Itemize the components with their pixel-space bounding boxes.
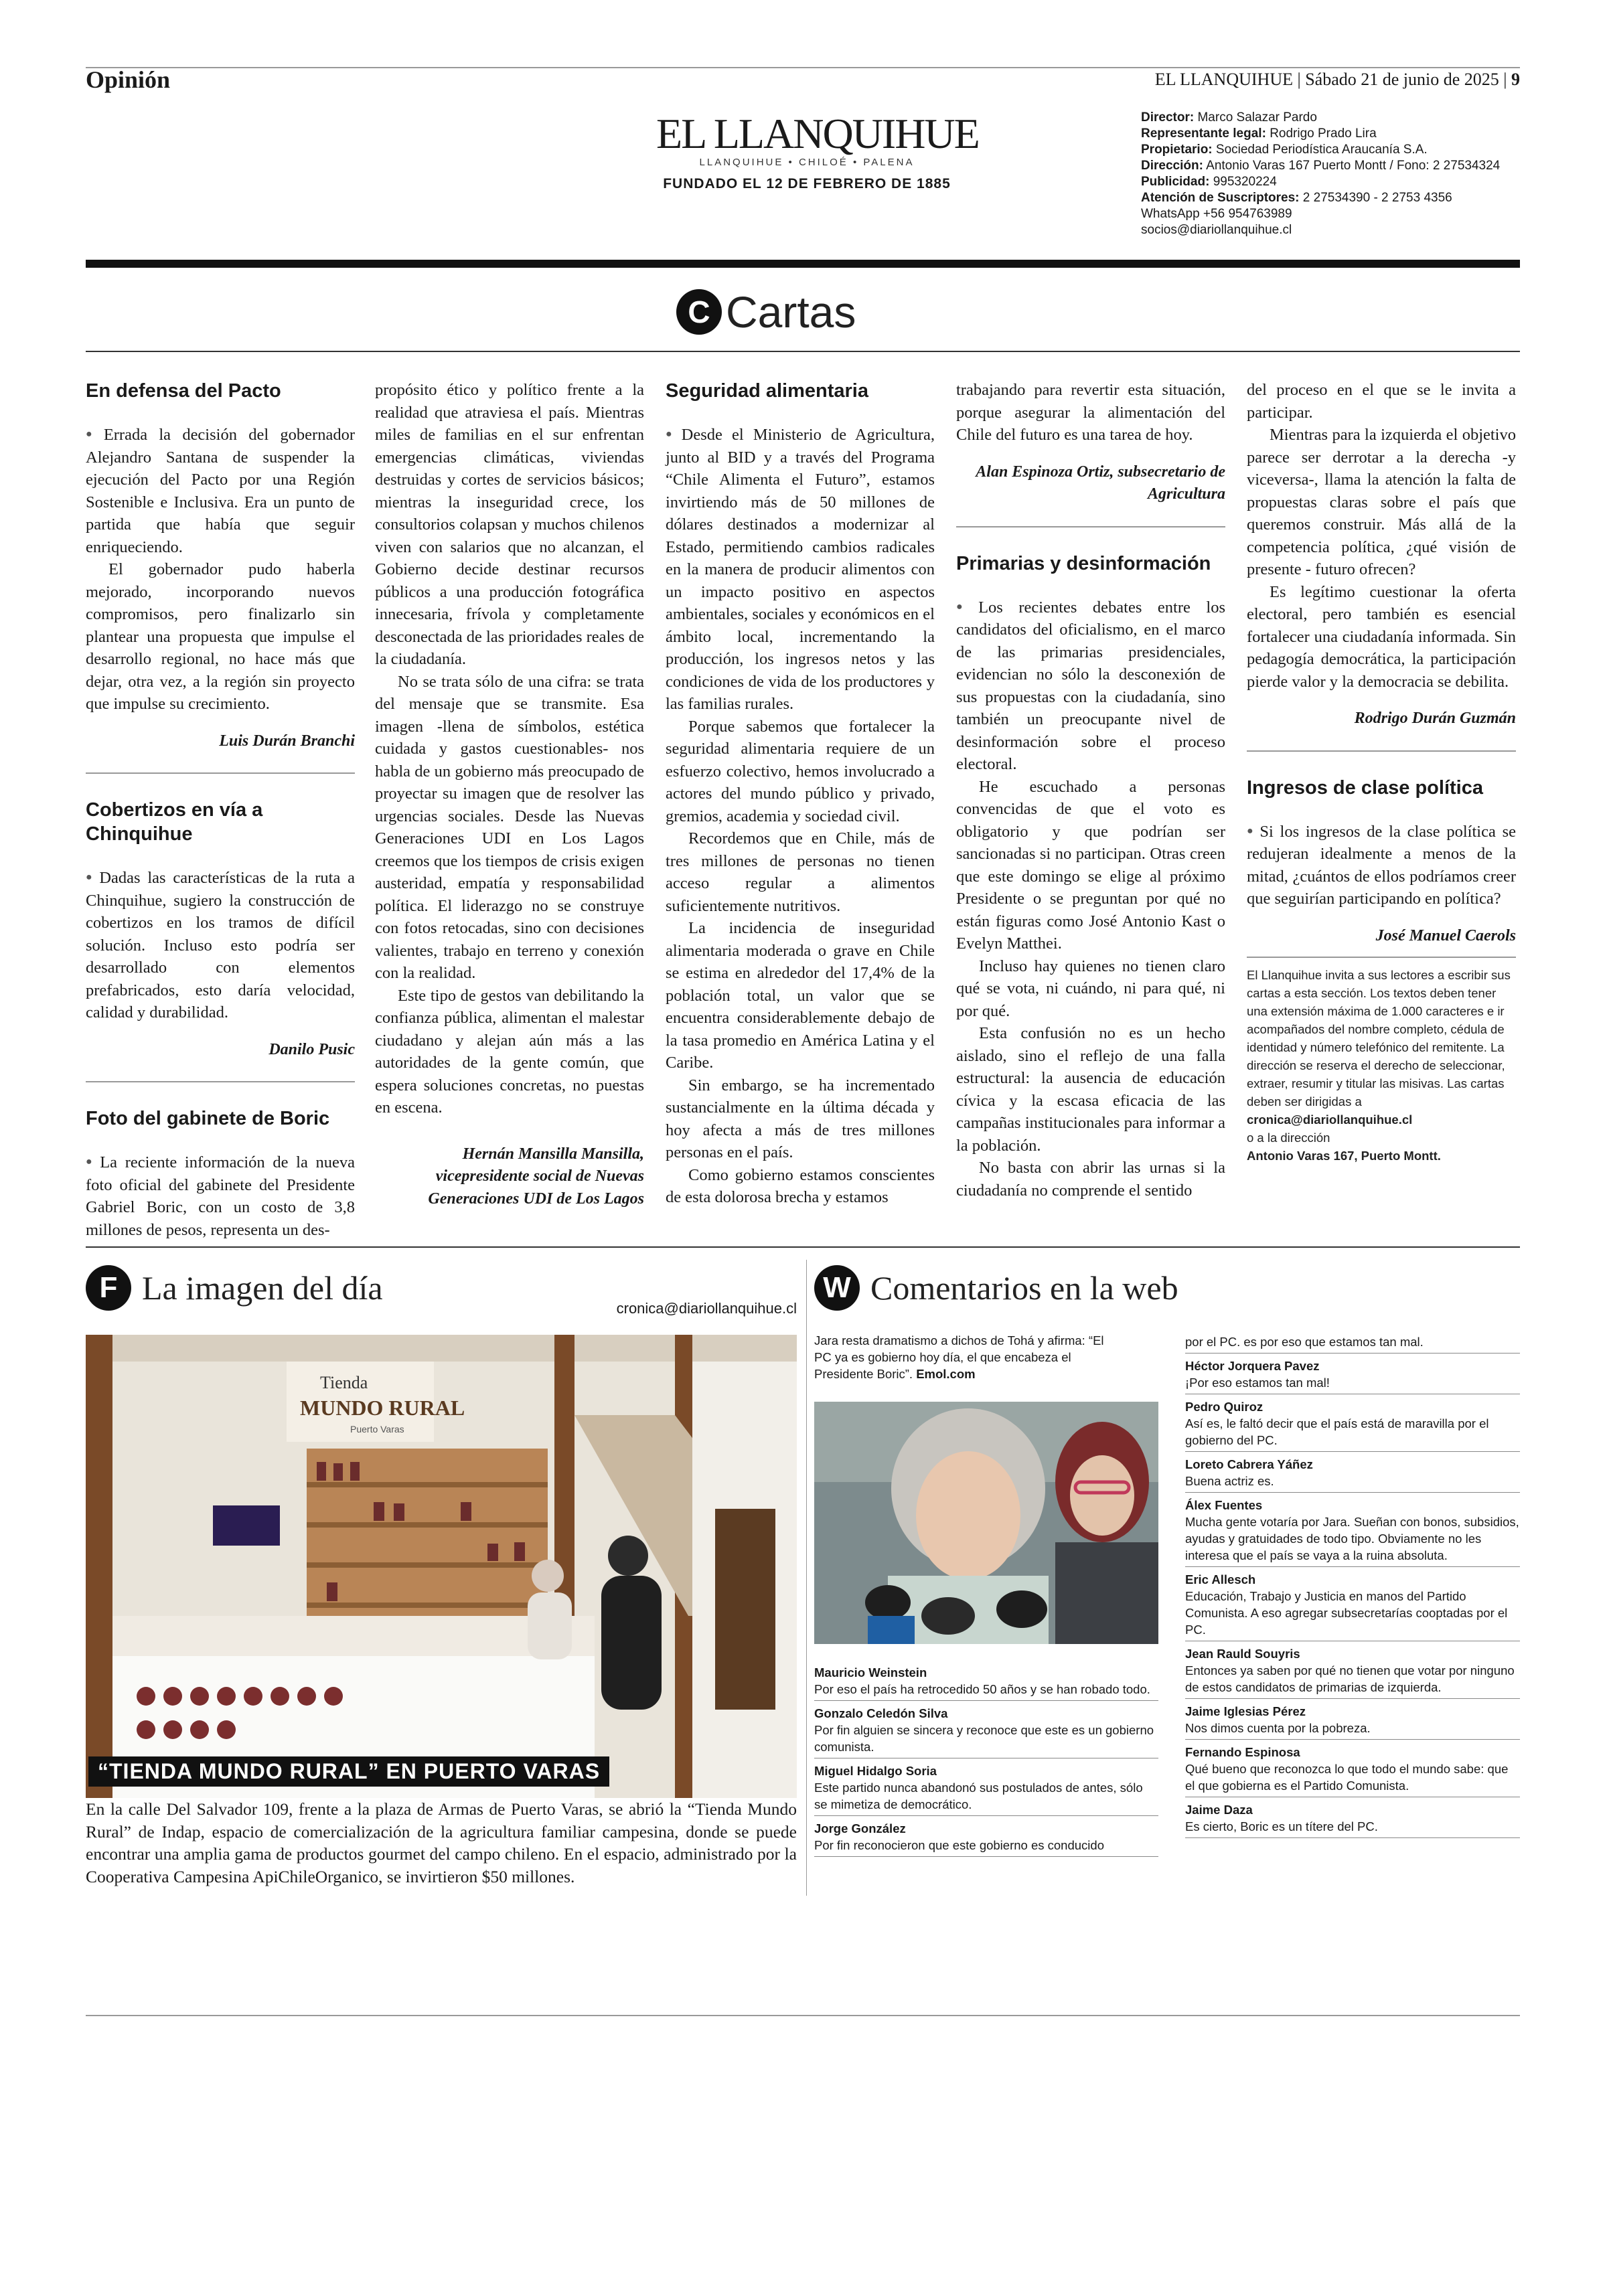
letter-body: ● Si los ingresos de la clase política se redujeran idealmente a menos de la mitad, ¿cuántos de ellos podríamos creer que seguirían participando en política?: [1247, 820, 1516, 910]
imagen-title: La imagen del día: [142, 1269, 383, 1307]
store-illustration: [86, 1335, 797, 1798]
photo-caption: En la calle Del Salvador 109, frente a la plaza de Armas de Puerto Varas, se abrió la “Tienda Mundo Rural” de Indap, espacio de comercialización de la agricultura familiar campesina, donde se puede encontrar una amplia gama de productos gourmet del campo chileno. En el espacio, administrado por la Cooperativa Campesina ApiChileOrganico, se invirtieron $50 millones.: [86, 1799, 797, 1886]
intro-source[interactable]: Emol.com: [916, 1367, 976, 1381]
top-rule: [86, 67, 1520, 68]
cartas-title: Cartas: [726, 287, 856, 337]
masthead-founded: FUNDADO EL 12 DE FEBRERO DE 1885: [663, 176, 951, 191]
comment-text: Buena actriz es.: [1185, 1474, 1274, 1488]
letter-body: ● Errada la decisión del gobernador Alejandro Santana de suspender la ejecución del Pacto por una Región Sostenible e Inclusiva. Era un punto de partida que había que seguir enriqueciendo.: [86, 423, 355, 558]
comment-text: Educación, Trabajo y Justicia en manos del Partido Comunista. A eso agregar subsecretarías cooptadas por el PC.: [1185, 1589, 1508, 1637]
comment-text: Mucha gente votaría por Jara. Sueñan con bonos, subsidios, ayudas y gratuidades de todo tipo. Obviamente no les interesa que el país se vaya a la ruina absoluta.: [1185, 1515, 1519, 1562]
letter-title: Ingresos de clase política: [1247, 776, 1483, 799]
imagen-email[interactable]: cronica@diariollanquihue.cl: [616, 1300, 797, 1317]
staff-email[interactable]: socios@diariollanquihue.cl: [1141, 223, 1292, 237]
comment-item: [1185, 1645, 1520, 1699]
staff-box: [1141, 110, 1516, 238]
comment-author: Loreto Cabrera Yáñez: [1185, 1457, 1313, 1471]
cartas-column-1: [86, 379, 355, 1241]
staff-line: Propietario: Sociedad Periodística Araucanía S.A.: [1141, 143, 1428, 157]
comment-author: Héctor Jorquera Pavez: [1185, 1359, 1320, 1373]
letter-body: No basta con abrir las urnas si la ciudadanía no comprende el sentido: [956, 1159, 1225, 1200]
letter-divider: [1247, 957, 1516, 958]
letter-body: ● Desde el Ministerio de Agricultura, junto al BID y a través del Programa “Chile Alimenta el Futuro”, estamos invirtiendo más de 50 millones de dólares destinados a modernizar al Estado, permitiendo cambios radicales en la manera de producir alimentos con un impacto positivo en aspectos ambientales, sociales y económicos en el ámbito local, incrementando la producción, los ingresos netos y las condiciones de vida de los productores y las familias rurales.: [666, 423, 935, 716]
comment-text: Nos dimos cuenta por la pobreza.: [1185, 1721, 1371, 1735]
letter-body: El gobernador pudo haberla mejorado, incorporando nuevos compromisos, pero finalizarlo sin plantear una propuesta que impulse el desarrollo regional, no hace más que dejar, otra vez, a la región sin proyecto que impulse su crecimiento.: [86, 560, 355, 713]
cartas-badge: C: [676, 289, 722, 335]
comment-item: [1185, 1744, 1520, 1797]
comment-author: Miguel Hidalgo Soria: [814, 1764, 937, 1778]
letter-title: Cobertizos en vía a Chinquihue: [86, 799, 263, 845]
comment-author: Fernando Espinosa: [1185, 1745, 1300, 1759]
letter-body: Es legítimo cuestionar la oferta electoral, pero también es esencial fortalecer una ciudadanía informada. Sin pedagogía democrática, la participación pierde valor y la democracia se debilita.: [1247, 582, 1516, 691]
comment-item: [814, 1705, 1158, 1758]
letter-title: Primarias y desinformación: [956, 552, 1211, 574]
store-photo: [86, 1335, 797, 1798]
comment-text: Es cierto, Boric es un títere del PC.: [1185, 1819, 1378, 1833]
letter-body: Recordemos que en Chile, más de tres millones de personas no tienen acceso regular a alimentos suficientemente nutritivos.: [666, 829, 935, 915]
comment-text: Así es, le faltó decir que el país está de maravilla por el gobierno del PC.: [1185, 1416, 1489, 1447]
comment-item: [1185, 1571, 1520, 1641]
cartas-column-4: [956, 379, 1225, 1202]
comment-author: Pedro Quiroz: [1185, 1400, 1264, 1414]
comment-item: [1185, 1456, 1520, 1493]
letter-body: ● La reciente información de la nueva foto oficial del gabinete del Presidente Gabriel Boric, con un costo de 3,8 millones de pesos, representa un des-: [86, 1151, 355, 1241]
comment-author: Jorge González: [814, 1821, 906, 1835]
cartas-rule: [86, 351, 1520, 352]
letter-body: del proceso en el que se le invita a participar.: [1247, 381, 1516, 422]
letter-signature: Rodrigo Durán Guzmán: [1354, 710, 1516, 727]
letter-signature: Luis Durán Branchi: [219, 732, 355, 750]
cartas-column-3: [666, 379, 935, 1209]
letter-divider: [1247, 750, 1516, 752]
sign-main: MUNDO RURAL: [300, 1396, 465, 1420]
comment-item: [814, 1820, 1158, 1857]
letter-signature: Alan Espinoza Ortiz, subsecretario de Agricultura: [976, 463, 1225, 503]
comment-text: ¡Por eso estamos tan mal!: [1185, 1376, 1330, 1390]
submission-email[interactable]: cronica@diariollanquihue.cl: [1247, 1113, 1413, 1127]
letter-title: En defensa del Pacto: [86, 380, 281, 402]
comment-author: Gonzalo Celedón Silva: [814, 1706, 948, 1720]
issue-line: EL LLANQUIHUE | Sábado 21 de junio de 2025 | 9: [1154, 70, 1520, 89]
staff-line: Publicidad: 995320224: [1141, 175, 1277, 189]
masthead-title: EL LLANQUIHUE: [656, 110, 979, 157]
comentarios-badge: W: [814, 1265, 860, 1311]
cartas-column-2: [375, 379, 644, 1210]
issue-date: Sábado 21 de junio de 2025: [1305, 70, 1499, 89]
comment-text: Por fin alguien se sincera y reconoce que este es un gobierno comunista.: [814, 1723, 1154, 1754]
comments-right: [1185, 1333, 1520, 1842]
letter-signature: José Manuel Caerols: [1375, 926, 1516, 945]
comment-text: Este partido nunca abandonó sus postulados de antes, sólo se mimetiza de democrático.: [814, 1781, 1143, 1811]
letter-body: Sin embargo, se ha incrementado sustancialmente en la última década y hoy afecta a más de tres millones personas en el país.: [666, 1076, 935, 1161]
comment-author: Jaime Daza: [1185, 1803, 1253, 1817]
comment-continuation: por el PC. es por eso que estamos tan mal.: [1185, 1333, 1520, 1354]
comment-item: [1185, 1497, 1520, 1567]
letter-body: He escuchado a personas convencidas de que el voto es obligatorio y que podrían ser sancionadas si no participan. Otras creen que este domingo se elige al próximo Presidente o se preguntan por qué no están figuras como José Antonio Kast o Evelyn Matthei.: [956, 777, 1225, 953]
comment-item: [1185, 1801, 1520, 1838]
letter-divider: [956, 526, 1225, 527]
comment-item: [1185, 1358, 1520, 1394]
imagen-header: [86, 1265, 383, 1311]
staff-line: Atención de Suscriptores: 2 27534390 - 2 2753 4356: [1141, 191, 1452, 205]
comment-text: Por fin reconocieron que este gobierno es conducido: [814, 1838, 1104, 1852]
sign-top: Tienda: [320, 1373, 368, 1392]
comment-text: Entonces ya saben por qué no tienen que votar por ninguno de estos candidatos de primarias de izquierda.: [1185, 1663, 1515, 1694]
staff-line: WhatsApp +56 954763989: [1141, 207, 1292, 221]
letter-signature: Danilo Pusic: [269, 1040, 355, 1058]
letter-body: No se trata sólo de una cifra: se trata del mensaje que se transmite. Esa imagen -llena de símbolos, estética cuidada y gastos cuestionables- nos habla de un gobierno más preocupado de proyectar su imagen que de resolver las urgencias sociales. Desde las Nuevas Generaciones UDI en Los Lagos creemos que los tiempos de crisis exigen austeridad, empatía y responsabilidad política. El liderazgo no se construye con fotos retocadas, sino con decisiones valientes, trabajo en terreno y conexión con la realidad.: [375, 672, 644, 982]
page-number: 9: [1511, 70, 1520, 89]
cartas-header: [676, 286, 856, 337]
letter-body: trabajando para revertir esta situación, porque asegurar la alimentación del Chile del futuro es una tarea de hoy.: [956, 381, 1225, 444]
staff-line: Director: Marco Salazar Pardo: [1141, 110, 1317, 125]
section-rule: [86, 1246, 1520, 1248]
comentarios-header: [814, 1265, 1178, 1311]
letter-title: Foto del gabinete de Boric: [86, 1108, 330, 1129]
comment-author: Eric Allesch: [1185, 1572, 1256, 1586]
masthead-subtitle: LLANQUIHUE • CHILOÉ • PALENA: [699, 157, 915, 168]
sign-sub: Puerto Varas: [350, 1424, 404, 1434]
bottom-rule: [86, 2015, 1520, 2016]
letter-signature: Hernán Mansilla Mansilla, vicepresidente social de Nuevas Generaciones UDI de Los Lagos: [428, 1145, 644, 1208]
comment-item: [814, 1664, 1158, 1701]
masthead: [656, 110, 979, 192]
press-photo: [814, 1402, 1158, 1644]
photo-banner: “TIENDA MUNDO RURAL” EN PUERTO VARAS: [88, 1756, 609, 1787]
comment-author: Jaime Iglesias Pérez: [1185, 1704, 1306, 1718]
letter-body: propósito ético y político frente a la realidad que atraviesa el país. Mientras miles de familias en el sur enfrentan emergencias climáticas, viviendas destruidas y cortes de servicios básicos; mientras la inseguridad crece, los consultorios colapsan y muchos chilenos viven con salarios que no alcanzan, el Gobierno decide destinar recursos públicos a una producción fotográfica innecesaria, frívola y completamente desconectada de las prioridades reales de la ciudadanía.: [375, 381, 645, 668]
letter-body: Mientras para la izquierda el objetivo parece ser derrotar a la derecha -y viceversa-, llama la atención la falta de propuestas claras sobre el país que queremos construir. Más allá de la competencia política, ¿qué visión de presente - futuro ofrecen?: [1247, 426, 1516, 578]
comment-author: Jean Rauld Souyris: [1185, 1647, 1300, 1661]
comment-author: Álex Fuentes: [1185, 1498, 1263, 1512]
letter-body: Como gobierno estamos conscientes de esta dolorosa brecha y estamos: [666, 1165, 935, 1206]
comment-item: [814, 1762, 1158, 1816]
letter-body: Porque sabemos que fortalecer la seguridad alimentaria requiere de un esfuerzo colectivo, hemos involucrado a actores del mundo público y privado, gremios, academia y sociedad civil.: [666, 717, 935, 825]
press-photo-illustration: [814, 1402, 1158, 1644]
staff-line: Dirección: Antonio Varas 167 Puerto Montt / Fono: 2 27534324: [1141, 159, 1501, 173]
comment-text: Por eso el país ha retrocedido 50 años y se han robado todo.: [814, 1682, 1150, 1696]
letter-divider: [86, 1081, 355, 1082]
letter-body: Este tipo de gestos van debilitando la confianza pública, alimentan el malestar ciudadano y alejan aún más a las autoridades de la gente común, que espera soluciones concretas, no puestas en escena.: [375, 986, 644, 1117]
submission-note: El Llanquihue invita a sus lectores a escribir sus cartas a esta sección. Los textos deben tener una extensión máxima de 1.000 caracteres e ir acompañados del nombre completo, cédula de identidad y número telefónico del remitente. La dirección se reserva el derecho de seleccionar, extraer, resumir y titular las misivas. Las cartas deben ser dirigidas a cronica@diariollanquihue.cl o a la dirección Antonio Varas 167, Puerto Montt.: [1247, 968, 1511, 1163]
header-bar: [86, 260, 1520, 268]
comentarios-intro: Jara resta dramatismo a dichos de Tohá y afirma: “El PC ya es gobierno hoy día, el que encabeza el Presidente Boric”. Emol.com: [814, 1333, 1104, 1381]
vertical-divider: [806, 1260, 807, 1896]
letter-body: Incluso hay quienes no tienen claro qué se vota, ni cuándo, ni para qué, ni por qué.: [956, 957, 1225, 1020]
cartas-column-5: [1247, 379, 1516, 1165]
letter-body: La incidencia de inseguridad alimentaria moderada o grave en Chile se estima en alrededor del 17,4% de la población total, un valor que se encuentra considerablemente debajo de la tasa promedio en América Latina y el Caribe.: [666, 919, 935, 1072]
paper-name: EL LLANQUIHUE: [1154, 70, 1293, 89]
imagen-badge: F: [86, 1265, 131, 1311]
letter-body: Esta confusión no es un hecho aislado, sino el reflejo de una falla estructural: la ausencia de educación cívica y la escasa eficacia de las campañas institucionales para informar a la población.: [956, 1024, 1225, 1155]
letter-body: ● Dadas las características de la ruta a Chinquihue, sugiero la construcción de cobertizos en los tramos de difícil solución. Incluso esto podría ser desarrollado con elementos prefabricados, esto daría velocidad, calidad y durabilidad.: [86, 866, 355, 1024]
letter-title: Seguridad alimentaria: [666, 380, 868, 402]
comment-item: [1185, 1398, 1520, 1452]
comment-item: [1185, 1703, 1520, 1740]
section-label: Opinión: [86, 66, 171, 93]
comment-author: Mauricio Weinstein: [814, 1665, 927, 1679]
staff-line: Representante legal: Rodrigo Prado Lira: [1141, 127, 1377, 141]
comentarios-title: Comentarios en la web: [870, 1269, 1178, 1307]
letter-body: ● Los recientes debates entre los candidatos del oficialismo, en el marco de las primarias presidenciales, evidencian no sólo la desconexión de sus propuestas con la ciudadanía, sino también un preocupante nivel de desinformación sobre el proceso electoral.: [956, 596, 1225, 776]
comments-left: [814, 1664, 1158, 1861]
comment-text: Qué bueno que reconozca lo que todo el mundo sabe: que el que gobierna es el Partido Comunista.: [1185, 1762, 1509, 1793]
letter-divider: [86, 772, 355, 774]
submission-address: Antonio Varas 167, Puerto Montt.: [1247, 1149, 1441, 1163]
